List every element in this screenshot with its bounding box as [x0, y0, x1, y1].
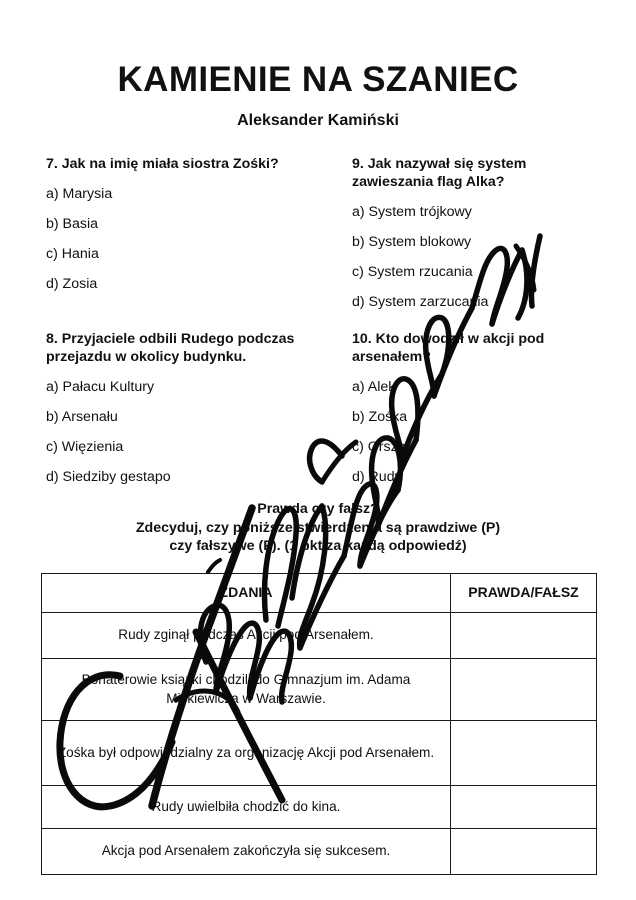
question-9-option-d[interactable]: d) System zarzucania	[352, 294, 489, 311]
statement-cell-5: Akcja pod Arsenałem zakończyła się sukcesem.	[42, 829, 451, 875]
question-10	[352, 330, 600, 486]
question-7	[46, 155, 342, 293]
question-10-option-c[interactable]: c) Orsza	[352, 439, 406, 456]
question-9-option-b[interactable]: b) System blokowy	[352, 234, 472, 251]
question-7-title: 7. Jak na imię miała siostra Zośki?	[46, 156, 279, 172]
table-header-answer: PRAWDA/FAŁSZ	[451, 574, 597, 613]
question-column-right-bottom	[352, 330, 600, 486]
question-7-option-b[interactable]: b) Basia	[46, 216, 99, 233]
question-column-left-top	[46, 155, 342, 293]
instructions-block	[0, 500, 636, 556]
statement-cell-1: Rudy zginął podczas Akcji pod Arsenałem.	[42, 613, 451, 659]
statement-cell-3: Zośka był odpowiedzialny za organizację Akcji pod Arsenałem.	[42, 721, 451, 786]
question-8	[46, 330, 342, 486]
statement-cell-2: Bohaterowie książki chodzili do Gimnazjum im. Adama Mickiewicza w Warszawie.	[42, 659, 451, 721]
page-title: KAMIENIE NA SZANIEC	[117, 60, 519, 99]
question-9-title: 9. Jak nazywał się system zawieszania flag Alka?	[352, 156, 527, 191]
question-8-option-d[interactable]: d) Siedziby gestapo	[46, 469, 171, 486]
true-false-table	[41, 573, 597, 875]
question-8-option-c[interactable]: c) Więzienia	[46, 439, 124, 456]
answer-cell-3[interactable]	[451, 721, 597, 786]
question-9-option-c[interactable]: c) System rzucania	[352, 264, 473, 281]
answer-cell-1[interactable]	[451, 613, 597, 659]
table-row	[42, 613, 597, 659]
document-author: Aleksander Kamiński	[237, 112, 399, 129]
question-7-option-a[interactable]: a) Marysia	[46, 186, 113, 203]
question-9-option-a[interactable]: a) System trójkowy	[352, 204, 472, 221]
table-header-row	[42, 574, 597, 613]
question-7-option-c[interactable]: c) Hania	[46, 246, 99, 263]
question-column-left-bottom	[46, 330, 342, 486]
question-column-right-top	[352, 155, 600, 311]
answer-cell-2[interactable]	[451, 659, 597, 721]
instructions-line-1: Prawda czy fałsz?	[257, 501, 379, 517]
question-8-option-a[interactable]: a) Pałacu Kultury	[46, 379, 155, 396]
question-10-title: 10. Kto dowodził w akcji pod arsenałem?	[352, 331, 545, 366]
instructions-line-2: Zdecyduj, czy poniższe stwierdzenia są prawdziwe (P)	[135, 519, 501, 536]
question-10-option-d[interactable]: d) Rudy	[352, 469, 402, 486]
table-row	[42, 786, 597, 829]
answer-cell-5[interactable]	[451, 829, 597, 875]
question-10-option-a[interactable]: a) Alek	[352, 379, 396, 396]
question-9	[352, 155, 600, 311]
table-row	[42, 659, 597, 721]
question-8-option-b[interactable]: b) Arsenału	[46, 409, 118, 426]
instructions-line-3: czy fałszywe (F). (1 pkt za każdą odpowiedź)	[169, 538, 467, 555]
table-row	[42, 721, 597, 786]
question-8-title: 8. Przyjaciele odbili Rudego podczas przejazdu w okolicy budynku.	[46, 331, 295, 366]
question-7-option-d[interactable]: d) Zosia	[46, 276, 98, 293]
table-row	[42, 829, 597, 875]
table-header-sentence: ZDANIA	[42, 574, 451, 613]
answer-cell-4[interactable]	[451, 786, 597, 829]
question-10-option-b[interactable]: b) Zośka	[352, 409, 408, 426]
statement-cell-4: Rudy uwielbiła chodzić do kina.	[42, 786, 451, 829]
